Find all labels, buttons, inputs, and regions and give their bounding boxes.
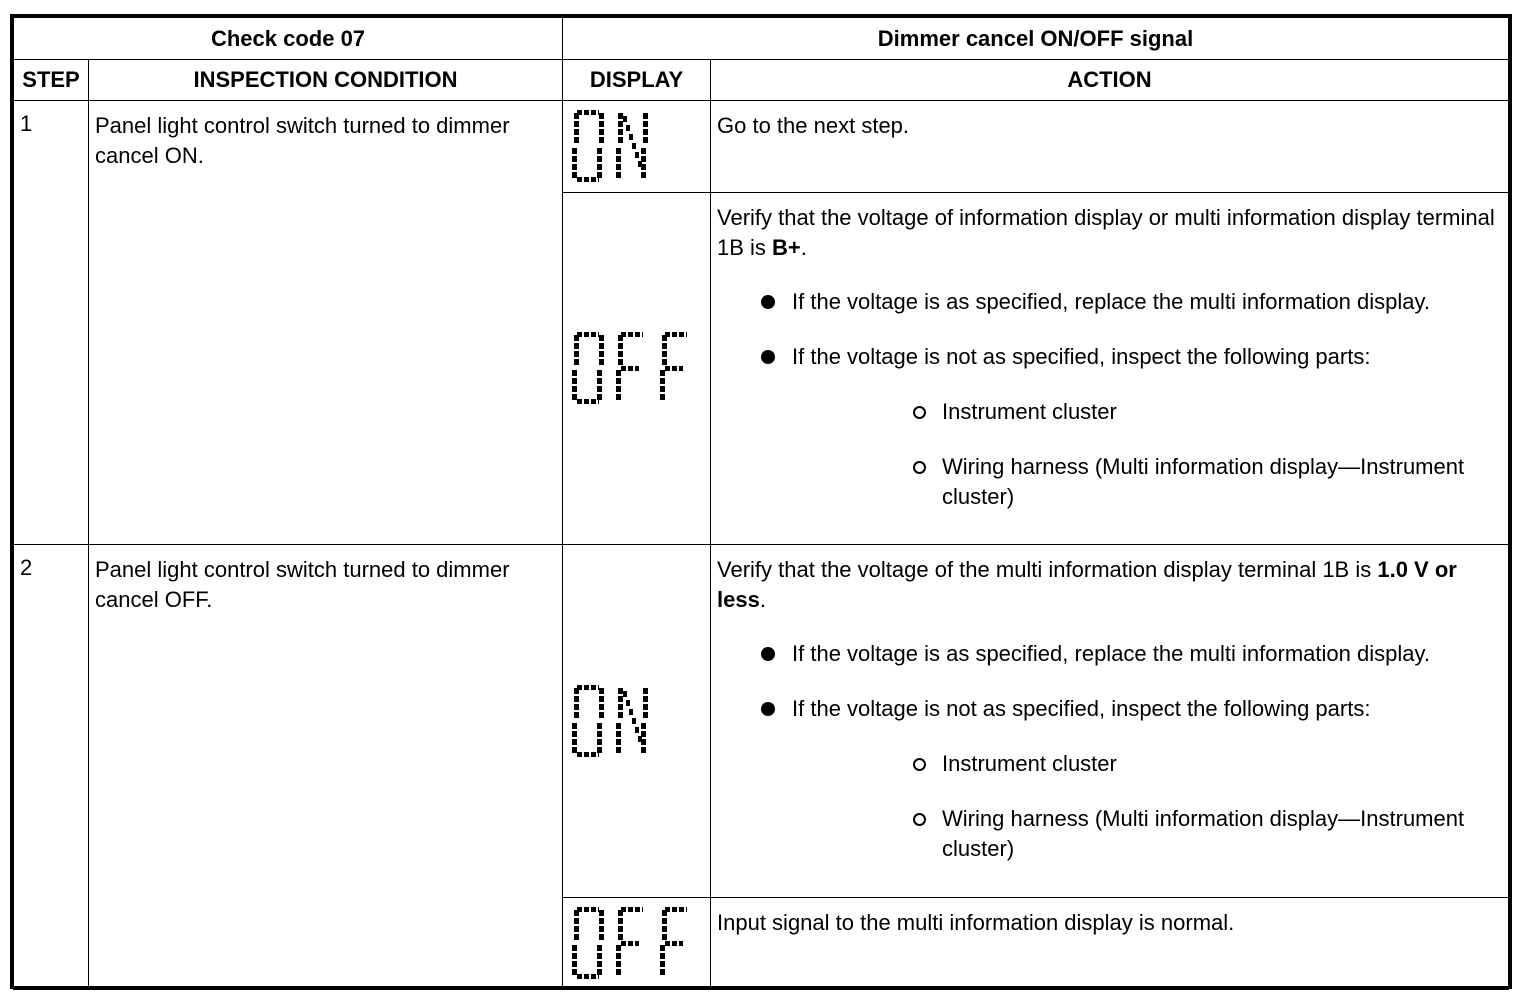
step-number: 2 [14, 545, 89, 990]
table-row [14, 101, 1509, 193]
action-cell [711, 193, 1509, 545]
lcd-display-on [563, 101, 711, 192]
step-column-header: STEP [14, 60, 89, 101]
bullet-item: If the voltage is not as specified, inspect the following parts: Instrument cluster Wiring harness (Multi information display—Instrument cluster) [717, 694, 1502, 864]
inspection-condition: Panel light control switch turned to dimmer cancel ON. [89, 101, 563, 545]
action-text: Input signal to the multi information display is normal. [717, 910, 1235, 935]
action-cell [711, 101, 1509, 193]
display-cell [563, 545, 711, 898]
step-number: 1 [14, 101, 89, 545]
bullet-list [717, 639, 1502, 864]
condition-column-header: INSPECTION CONDITION [89, 60, 563, 101]
parts-list [792, 397, 1502, 512]
part-item: Wiring harness (Multi information display—Instrument cluster) [792, 804, 1502, 864]
action-column-header: ACTION [711, 60, 1509, 101]
bullet-item: If the voltage is as specified, replace the multi information display. [717, 287, 1502, 317]
action-text: Verify that the voltage of information display or multi information display terminal 1B is B+. [717, 205, 1495, 260]
action-cell [711, 545, 1509, 898]
bullet-item: If the voltage is as specified, replace the multi information display. [717, 639, 1502, 669]
check-code-header: Check code 07 [14, 18, 563, 60]
part-item: Wiring harness (Multi information display—Instrument cluster) [792, 452, 1502, 512]
action-cell [711, 898, 1509, 990]
bullet-item: If the voltage is not as specified, inspect the following parts: Instrument cluster Wiring harness (Multi information display—Instrument cluster) [717, 342, 1502, 512]
display-cell [563, 898, 711, 990]
lcd-display-off [563, 898, 711, 989]
action-text: Go to the next step. [717, 113, 910, 138]
signal-header: Dimmer cancel ON/OFF signal [563, 18, 1509, 60]
display-cell [563, 101, 711, 193]
part-item: Instrument cluster [792, 397, 1502, 427]
column-header-row [14, 60, 1509, 101]
title-row [14, 18, 1509, 60]
inspection-table-frame [10, 14, 1512, 989]
lcd-display-on [563, 676, 711, 767]
lcd-display-off [563, 323, 711, 414]
display-cell [563, 193, 711, 545]
part-item: Instrument cluster [792, 749, 1502, 779]
display-column-header: DISPLAY [563, 60, 711, 101]
action-text: Verify that the voltage of the multi information display terminal 1B is 1.0 V or less. [717, 557, 1457, 612]
voltage-spec: B+ [772, 235, 801, 260]
bullet-list [717, 287, 1502, 512]
table-row [14, 545, 1509, 898]
inspection-condition: Panel light control switch turned to dimmer cancel OFF. [89, 545, 563, 990]
voltage-spec: 1.0 V or less [717, 557, 1457, 612]
parts-list [792, 749, 1502, 864]
inspection-table [13, 17, 1509, 990]
